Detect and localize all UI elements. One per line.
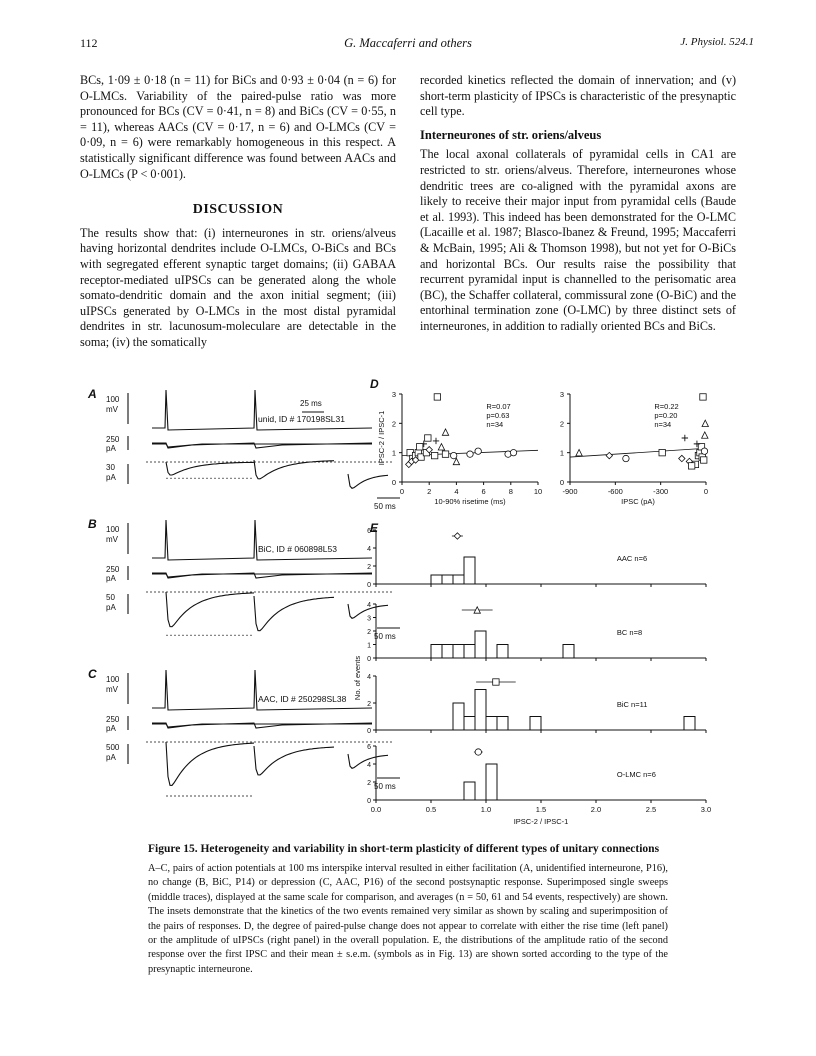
data-point-triangle xyxy=(702,432,708,438)
y-tick-label: 2 xyxy=(367,629,371,636)
paragraph: The results show that: (i) interneurones in str. oriens/alveus having horizontal dendrites include O-LMCs, O-BiCs and BCs with segregated efferent synaptic target domains; (ii) GABAA receptor-mediated uIPSCs can be generated along the whole somato-dendritic domain and the axon initial segment; (iii) uIPSCs generated by O-LMCs in the most distal pyramidal dendrites in str. lacunosum-moleculare are detectable in the soma; (iv) the somatically xyxy=(80,225,396,349)
x-tick-label: 1.5 xyxy=(535,805,547,814)
cell-id-label: BiC, ID # 060898L53 xyxy=(258,544,337,554)
averaged-ipsc-trace xyxy=(166,462,254,475)
page-number: 112 xyxy=(80,36,98,50)
figure-caption xyxy=(148,842,668,977)
scale-label: 100 xyxy=(106,525,120,534)
histogram-bar xyxy=(464,645,475,659)
data-point-square xyxy=(701,457,707,463)
panel-letter: B xyxy=(88,517,97,531)
data-point-triangle xyxy=(702,420,708,426)
series-label: BiC n=11 xyxy=(616,700,648,709)
x-tick-label: 0.5 xyxy=(425,805,437,814)
discussion-heading: DISCUSSION xyxy=(192,202,284,218)
data-point-diamond xyxy=(679,455,685,461)
histogram-3 xyxy=(367,744,706,805)
regression-line xyxy=(570,448,706,457)
x-tick-label: -900 xyxy=(562,487,578,496)
data-point-circle xyxy=(623,455,629,461)
paragraph: The local axonal collaterals of pyramidal cells in CA1 are restricted to str. oriens/alveus. Therefore, interneurones whose dendritic trees are co-aligned with the pyramidal axons are likely to receive their major input from pyramidal cells (Baude et al. 1993). This indeed has been demonstrated for the O-LMC (Lacaille et al. 1987; Blasco-Ibanez & Freund, 1995; Maccaferri & McBain, 1995; Ali & Thomson 1998), but not yet for O-BiCs and horizontal BCs. Our results raise the possibility that recurrent pyramidal input is channelled to the perisomatic area (BC), the Schaffer collateral, commissural zone (O-BiC) and the entorhinal termination zone (O-LMC) by three distinct sets of interneurones, in addition to radially oriented BCs and BiCs. xyxy=(420,147,736,333)
figure-canvas xyxy=(80,378,716,833)
y-tick-label: 3 xyxy=(391,390,396,399)
x-tick-label: 10 xyxy=(533,487,543,496)
axis-lines xyxy=(376,530,706,584)
superimposed-sweeps xyxy=(152,724,372,727)
histogram-2 xyxy=(367,674,706,735)
x-tick-label: 0 xyxy=(399,487,405,496)
data-point-circle xyxy=(475,448,481,454)
section-subheading: Interneurones of str. oriens/alveus xyxy=(420,127,602,142)
series-label: AAC n=6 xyxy=(616,554,648,563)
scale-label: pA xyxy=(106,753,116,762)
superimposed-sweeps xyxy=(152,574,372,577)
x-tick-label: 3.0 xyxy=(700,805,712,814)
scatter-d-right xyxy=(560,390,709,506)
x-tick-label: 1.0 xyxy=(480,805,492,814)
trace-panel-a xyxy=(128,390,400,498)
data-point-plus xyxy=(682,435,688,441)
x-tick-label: 2 xyxy=(427,487,432,496)
x-tick-label: 4 xyxy=(454,487,459,496)
y-tick-label: 2 xyxy=(391,419,396,429)
histogram-bar xyxy=(475,631,486,658)
data-point-diamond xyxy=(454,533,460,539)
membrane-potential-trace xyxy=(152,670,372,710)
paragraph: BCs, 1·09 ± 0·18 (n = 11) for BiCs and 0·93 ± 0·04 (n = 6) for O-LMCs. Variability of the paired-pulse ratio was more pronounced for BCs (CV = 0·41, n = 8) and BiCs (CV = 0·55, n = 11), whereas AACs (CV = 0·17, n = 6) and O-LMCs (CV = 0·09, n = 6) were remarkably homogeneous in this respect. A statistically significant difference was found between AACs and O-LMCs (P < 0·001). xyxy=(80,73,396,181)
membrane-potential-trace xyxy=(152,520,372,560)
series-label: O-LMC n=6 xyxy=(616,770,656,779)
data-point-triangle xyxy=(576,449,582,455)
time-scale-label: 50 ms xyxy=(374,502,396,511)
scale-label: 250 xyxy=(106,435,120,444)
x-tick-label: 0.0 xyxy=(370,805,382,814)
cell-id-label: AAC, ID # 250298SL38 xyxy=(258,694,347,704)
superimposed-sweeps xyxy=(152,444,372,447)
data-point-square xyxy=(700,394,706,400)
y-tick-label: 1 xyxy=(559,448,564,458)
x-tick-label: 2.5 xyxy=(645,805,657,814)
data-point-triangle xyxy=(453,458,459,464)
trace-panel-b xyxy=(128,520,400,635)
scale-label: pA xyxy=(106,724,116,733)
y-tick-label: 4 xyxy=(367,546,371,553)
data-point-triangle xyxy=(442,429,448,435)
panel-letter: E xyxy=(370,521,379,535)
scale-label: 50 xyxy=(106,593,115,602)
caption-body: A–C, pairs of action potentials at 100 ms interspike interval resulted in either facilitation (A, unidentified interneurone, P16), no change (B, BiC, P14) or depression (C, AAC, P16) of the second postsynaptic response. Superimposed single sweeps (middle traces), displayed at the same scale for comparison, and averages (n = 50, 61 and 54 events, respectively) are shown. The insets demonstrate that the kinetics of the two events remained very similar as shown by scaling and superimposition of the pairs of responses. D, the degree of paired-pulse change does not appear to correlate with either the rise time (left panel) or the amplitude of uIPSCs (right panel) in the overall population. E, the distributions of the amplitude ratio of the second response over the first IPSC and their mean ± s.e.m. (symbols as in Fig. 13) are shown sorted according to the type of the presynaptic interneurone. xyxy=(148,863,668,975)
y-tick-label: 6 xyxy=(367,744,371,751)
journal-name: J. Physiol. 524.1 xyxy=(680,36,754,48)
data-point-square xyxy=(431,452,437,458)
data-point-circle xyxy=(510,449,516,455)
panel-letter: A xyxy=(88,387,97,401)
y-tick-label: 2 xyxy=(559,419,564,429)
data-point-triangle xyxy=(438,444,444,450)
histogram-bar xyxy=(475,690,486,731)
y-axis-label: No. of events xyxy=(353,655,362,701)
scale-label: 100 xyxy=(106,675,120,684)
histogram-bar xyxy=(486,717,497,731)
x-axis-label: IPSC (pA) xyxy=(621,497,655,506)
histogram-bar xyxy=(431,575,442,584)
scale-label: mV xyxy=(106,405,118,414)
stat-label: R=0.22 xyxy=(654,402,679,411)
figure-15 xyxy=(80,378,716,833)
scale-label: 500 xyxy=(106,743,120,752)
histogram-bar xyxy=(431,645,442,659)
scale-label: pA xyxy=(106,603,116,612)
histogram-bar xyxy=(497,717,508,731)
histogram-0 xyxy=(367,528,706,589)
scale-label: 30 xyxy=(106,463,115,472)
data-point-square xyxy=(688,463,694,469)
scale-label: mV xyxy=(106,535,118,544)
x-tick-label: 0 xyxy=(703,487,709,496)
histogram-bar xyxy=(453,703,464,730)
x-axis-label: 10-90% risetime (ms) xyxy=(434,497,506,506)
y-tick-label: 1 xyxy=(367,642,371,650)
data-point-square xyxy=(434,394,440,400)
y-tick-label: 1 xyxy=(391,448,396,458)
x-tick-label: -600 xyxy=(607,487,623,496)
x-tick-label: 8 xyxy=(508,487,513,496)
axis-lines xyxy=(376,604,706,658)
y-tick-label: 2 xyxy=(367,564,371,571)
averaged-ipsc-trace xyxy=(166,592,254,627)
y-tick-label: 2 xyxy=(367,780,371,787)
cell-id-label: unid, ID # 170198SL31 xyxy=(258,414,345,424)
y-tick-label: 0 xyxy=(367,582,371,589)
caption-title: Figure 15. Heterogeneity and variability in short-term plasticity of different types of unitary connections xyxy=(148,843,660,855)
running-title: G. Maccaferri and others xyxy=(344,36,472,50)
histogram-bar xyxy=(442,575,453,584)
histogram-bar xyxy=(442,645,453,659)
time-scale-label: 50 ms xyxy=(374,782,396,791)
stat-label: R=0.07 xyxy=(486,402,511,411)
axis-lines xyxy=(376,746,706,800)
y-tick-label: 0 xyxy=(367,728,371,735)
scale-label: 250 xyxy=(106,565,120,574)
right-column xyxy=(420,73,736,335)
averaged-ipsc-trace xyxy=(254,596,334,631)
y-tick-label: 3 xyxy=(367,615,371,623)
time-scale-label: 50 ms xyxy=(374,632,396,641)
stat-label: p=0.20 xyxy=(654,411,678,420)
histogram-bar xyxy=(684,717,695,731)
y-tick-label: 4 xyxy=(367,762,371,769)
x-axis-label: IPSC-2 / IPSC-1 xyxy=(513,817,569,826)
x-tick-label: -300 xyxy=(653,487,669,496)
histogram-bar xyxy=(563,645,574,659)
histogram-bar xyxy=(464,717,475,731)
y-tick-label: 4 xyxy=(367,602,371,609)
histogram-bar xyxy=(464,557,475,584)
time-scale-label: 25 ms xyxy=(300,399,322,408)
averaged-ipsc-trace xyxy=(254,460,334,479)
y-tick-label: 2 xyxy=(367,701,371,708)
data-point-circle xyxy=(475,749,481,755)
y-tick-label: 0 xyxy=(367,798,371,805)
data-point-circle xyxy=(450,452,456,458)
averaged-ipsc-trace xyxy=(254,746,334,775)
scale-label: mV xyxy=(106,685,118,694)
histogram-bar xyxy=(486,764,497,800)
x-tick-label: 6 xyxy=(481,487,486,496)
inset-trace xyxy=(348,474,388,488)
histogram-bar xyxy=(464,782,475,800)
y-tick-label: 4 xyxy=(367,674,371,681)
histogram-bar xyxy=(497,645,508,659)
panel-letter: C xyxy=(88,667,97,681)
histogram-bar xyxy=(453,645,464,659)
paragraph: recorded kinetics reflected the domain of innervation; and (v) short-term plasticity of IPSCs is characteristic of the presynaptic cell type. xyxy=(420,73,736,119)
data-point-circle xyxy=(701,448,707,454)
y-tick-label: 0 xyxy=(391,478,396,487)
scale-label: pA xyxy=(106,574,116,583)
scale-label: 250 xyxy=(106,715,120,724)
left-column xyxy=(80,73,396,351)
stat-label: p=0.63 xyxy=(486,411,510,420)
y-axis-label: IPSC-2 / IPSC-1 xyxy=(377,410,386,466)
histogram-bar xyxy=(453,575,464,584)
scale-label: pA xyxy=(106,444,116,453)
panel-letter: D xyxy=(370,378,379,391)
data-point-square xyxy=(493,679,499,685)
data-point-square xyxy=(416,444,422,450)
y-tick-label: 0 xyxy=(367,656,371,663)
y-tick-label: 6 xyxy=(367,528,371,535)
stat-label: n=34 xyxy=(486,420,504,429)
membrane-potential-trace xyxy=(152,390,372,430)
scale-label: pA xyxy=(106,473,116,482)
scale-label: 100 xyxy=(106,395,120,404)
axis-lines xyxy=(402,394,538,482)
data-point-circle xyxy=(467,451,473,457)
data-point-square xyxy=(425,435,431,441)
stat-label: n=34 xyxy=(654,420,672,429)
histogram-1 xyxy=(367,602,706,663)
data-point-plus xyxy=(433,438,439,444)
histogram-bar xyxy=(530,717,541,731)
averaged-ipsc-trace xyxy=(166,742,254,785)
y-tick-label: 3 xyxy=(559,390,564,399)
data-point-square xyxy=(659,449,665,455)
data-point-diamond xyxy=(606,452,612,458)
scatter-d-left xyxy=(377,390,542,506)
series-label: BC n=8 xyxy=(616,628,643,637)
x-tick-label: 2.0 xyxy=(590,805,602,814)
data-point-square xyxy=(442,451,448,457)
y-tick-label: 0 xyxy=(559,478,564,487)
